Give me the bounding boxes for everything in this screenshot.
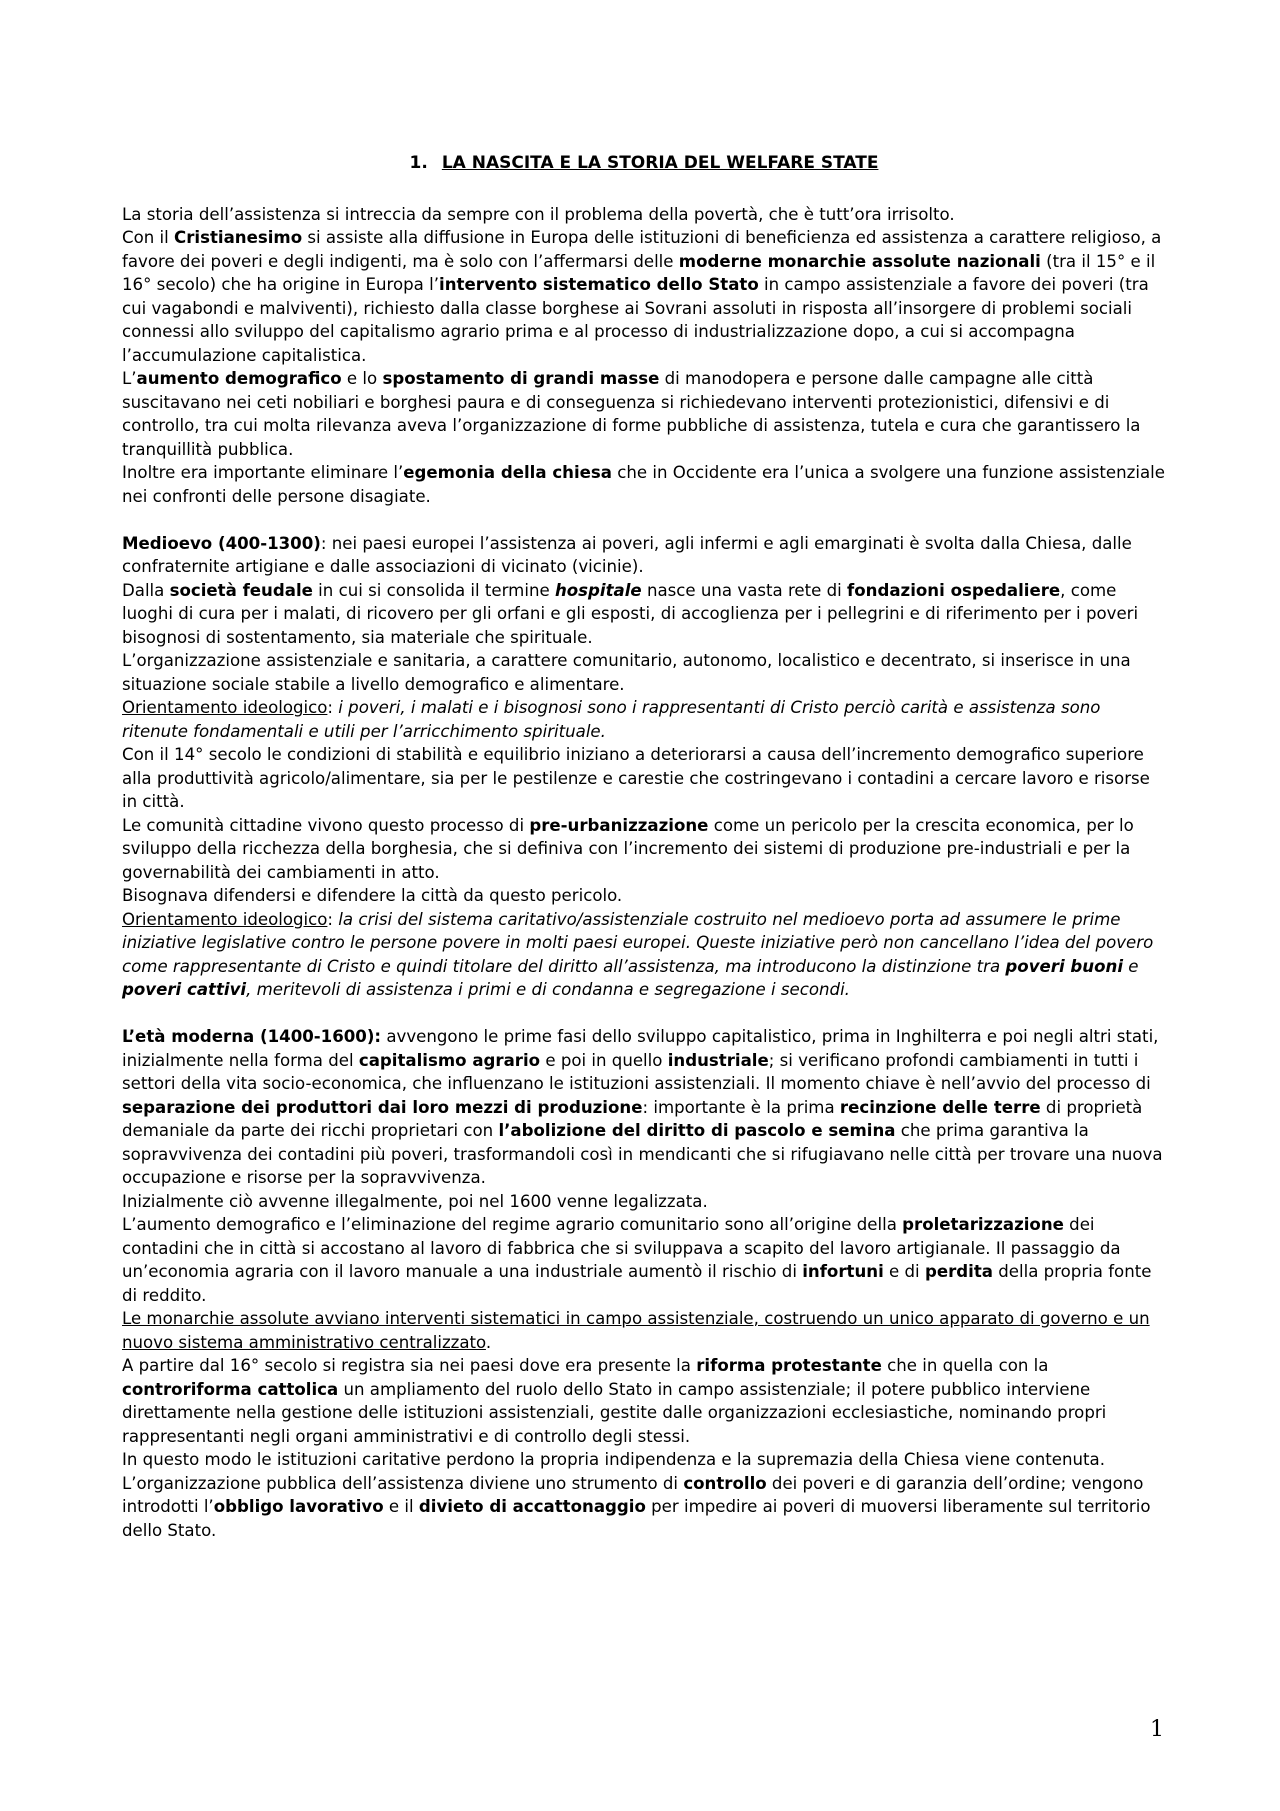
- text-run: Cristianesimo: [174, 228, 303, 247]
- section-title: [122, 152, 1166, 176]
- text-run: separazione dei produttori dai loro mezzi di produzione: [122, 1097, 643, 1117]
- paragraph: [122, 884, 1166, 908]
- text-run: .: [485, 1332, 492, 1352]
- text-run: e il: [383, 1497, 419, 1516]
- paragraph: [122, 532, 1166, 579]
- text-run: avvengono le prime fasi dello sviluppo capitalistico, prima in Inghilterra e poi negli altri stati, inizialmente nella forma del: [122, 1027, 1159, 1070]
- text-run: La storia dell’assistenza si intreccia da sempre con il problema della povertà, che è tutt’ora irrisolto.: [122, 204, 955, 224]
- text-run: Orientamento ideologico: [122, 698, 328, 717]
- text-run: moderne monarchie assolute nazionali: [678, 251, 1041, 271]
- text-run: e lo: [341, 369, 383, 388]
- text-run: di proprietà demaniale da parte dei ricchi proprietari con: [122, 1097, 1143, 1140]
- text-run: obbligo lavorativo: [213, 1497, 384, 1516]
- text-run: Con il 14° secolo le condizioni di stabilità e equilibrio iniziano a deteriorarsi a causa dell’incremento demografico superiore alla produttività agricolo/alimentare, sia per le pestilenze e carestie che costringevano i contadini a cercare lavoro e risorse in città.: [122, 745, 1150, 811]
- text-run: proletarizzazione: [902, 1215, 1064, 1234]
- text-run: : importante è la prima: [642, 1097, 840, 1117]
- paragraph-spacer: [122, 508, 1166, 532]
- document-body: [122, 152, 1166, 1542]
- text-run: L’età moderna (1400-1600):: [122, 1027, 382, 1046]
- text-run: e poi in quello: [540, 1050, 668, 1070]
- text-run: Le monarchie assolute avviano interventi sistematici in campo assistenziale, costruendo un unico apparato di governo e un nuovo sistema amministrativo centralizzato: [122, 1309, 1150, 1352]
- text-run: poveri buoni: [1005, 956, 1124, 976]
- paragraph: [122, 1190, 1166, 1214]
- text-run: pre-urbanizzazione: [529, 815, 709, 835]
- text-run: Dalla: [122, 580, 170, 600]
- paragraph: [122, 1472, 1166, 1543]
- paragraph: [122, 1213, 1166, 1307]
- paragraph: [122, 1448, 1166, 1472]
- text-run: , come luoghi di cura per i malati, di ricovero per gli orfani e gli esposti, di accoglienza per i pellegrini e di riferimento per i poveri bisognosi di sostentamento, sia materiale che spirituale.: [122, 580, 1139, 647]
- paragraph: [122, 461, 1166, 508]
- text-run: nasce una vasta rete di: [641, 580, 848, 600]
- paragraph-spacer: [122, 1002, 1166, 1026]
- text-run: A partire dal 16° secolo si registra sia nei paesi dove era presente la: [122, 1356, 697, 1375]
- text-run: (tra il 15° e il 16° secolo) che ha origine in Europa l’: [122, 251, 1156, 294]
- text-run: della propria fonte di reddito.: [122, 1262, 1152, 1305]
- text-run: e: [1123, 956, 1139, 976]
- paragraph-list: [122, 203, 1166, 1543]
- text-run: che in quella con la: [881, 1356, 1049, 1375]
- text-run: L’aumento demografico e l’eliminazione del regime agrario comunitario sono all’origine della: [122, 1215, 903, 1234]
- text-run: L’: [122, 369, 137, 388]
- paragraph: [122, 743, 1166, 814]
- text-run: Le comunità cittadine vivono questo processo di: [122, 815, 530, 835]
- text-run: hospitale: [554, 580, 642, 600]
- paragraph: [122, 226, 1166, 367]
- text-run: capitalismo agrario: [358, 1050, 541, 1070]
- text-run: di manodopera e persone dalle campagne alle città suscitavano nei ceti nobiliari e borghesi paura e di conseguenza si richiedevano interventi protezionistici, difensivi e di controllo, tra cui molta rilevanza aveva l’organizzazione di forme pubbliche di assistenza, tutela e cura che garantissero la tranquillità pubblica.: [122, 369, 1141, 459]
- text-run: Orientamento ideologico: [122, 909, 328, 929]
- text-run: industriale: [667, 1050, 769, 1070]
- text-run: società feudale: [169, 580, 313, 600]
- text-run: spostamento di grandi masse: [382, 369, 660, 388]
- text-run: : nei paesi europei l’assistenza ai poveri, agli infermi e agli emarginati è svolta dalla Chiesa, dalle confraternite artigiane e dalle associazioni di vicinato (vicinie).: [122, 533, 1132, 576]
- paragraph: [122, 1307, 1166, 1354]
- paragraph: [122, 203, 1166, 227]
- section-number: 1.: [409, 153, 428, 173]
- text-run: dei poveri e di garanzia dell’ordine; vengono introdotti l’: [122, 1473, 1144, 1516]
- text-run: dei contadini che in città si accostano al lavoro di fabbrica che si sviluppava a scapito del lavoro artigianale. Il passaggio da un’economia agraria con il lavoro manuale a una industriale aumentò il rischio di: [122, 1215, 1121, 1281]
- text-run: in campo assistenziale a favore dei poveri (tra cui vagabondi e malviventi), richiesto dalla classe borghese ai Sovrani assoluti in risposta all’insorgere di problemi sociali connessi allo sviluppo del capitalismo agrario prima e al processo di industrializzazione dopo, a cui si accompagna l’accumulazione capitalistica.: [122, 275, 1149, 365]
- text-run: infortuni: [802, 1262, 884, 1281]
- text-run: intervento sistematico dello Stato: [439, 275, 759, 294]
- text-run: L’organizzazione assistenziale e sanitaria, a carattere comunitario, autonomo, localistico e decentrato, si inserisce in una situazione sociale stabile a livello demografico e alimentare.: [122, 651, 1131, 694]
- paragraph: [122, 1025, 1166, 1190]
- section-title-text: LA NASCITA E LA STORIA DEL WELFARE STATE: [441, 153, 879, 173]
- text-run: riforma protestante: [696, 1356, 882, 1375]
- text-run: come un pericolo per la crescita economica, per lo sviluppo della ricchezza della borghesia, che si definiva con l’incremento dei sistemi di produzione pre-industriali e per la governabilità dei cambiamenti in atto.: [122, 815, 1134, 882]
- paragraph: [122, 579, 1166, 650]
- text-run: l’abolizione del diritto di pascolo e semina: [498, 1121, 896, 1140]
- text-run: in cui si consolida il termine: [312, 580, 555, 600]
- text-run: divieto di accattonaggio: [418, 1497, 646, 1516]
- text-run: Inizialmente ciò avvenne illegalmente, poi nel 1600 venne legalizzata.: [122, 1191, 708, 1211]
- text-run: L’organizzazione pubblica dell’assistenza diviene uno strumento di: [122, 1473, 684, 1493]
- text-run: poveri cattivi: [122, 980, 247, 999]
- paragraph: [122, 696, 1166, 743]
- text-run: , meritevoli di assistenza i primi e di condanna e segregazione i secondi.: [246, 980, 850, 999]
- paragraph: [122, 1354, 1166, 1448]
- text-run: controriforma cattolica: [122, 1379, 339, 1399]
- text-run: Con il: [122, 228, 175, 247]
- text-run: fondazioni ospedaliere: [847, 580, 1061, 600]
- text-run: Medioevo (400-1300): [122, 533, 321, 553]
- text-run: che in Occidente era l’unica a svolgere una funzione assistenziale nei confronti delle persone disagiate.: [122, 463, 1165, 506]
- text-run: e di: [883, 1262, 925, 1281]
- paragraph: [122, 814, 1166, 885]
- text-run: per impedire ai poveri di muoversi liberamente sul territorio dello Stato.: [122, 1497, 1151, 1540]
- text-run: egemonia della chiesa: [403, 463, 612, 482]
- text-run: la crisi del sistema caritativo/assistenziale costruito nel medioevo porta ad assumere le prime iniziative legislative contro le persone povere in molti paesi europei. Queste iniziative però non cancellano l’idea del povero come rappresentante di Cristo e quindi titolare del diritto all’assistenza, ma introducono la distinzione tra: [122, 909, 1154, 976]
- paragraph: [122, 908, 1166, 1002]
- text-run: i poveri, i malati e i bisognosi sono i rappresentanti di Cristo perciò carità e assistenza sono ritenute fondamentali e utili per l’arricchimento spirituale.: [122, 698, 1101, 741]
- text-run: :: [327, 909, 339, 929]
- text-run: Bisognava difendersi e difendere la città da questo pericolo.: [122, 886, 623, 905]
- text-run: perdita: [924, 1262, 993, 1281]
- text-run: aumento demografico: [136, 369, 342, 388]
- paragraph: [122, 367, 1166, 461]
- text-run: In questo modo le istituzioni caritative perdono la propria indipendenza e la supremazia della Chiesa viene contenuta.: [122, 1450, 1105, 1469]
- text-run: che prima garantiva la sopravvivenza dei contadini più poveri, trasformandoli così in mendicanti che si rifugiavano nelle città per trovare una nuova occupazione e risorse per la sopravvivenza.: [122, 1121, 1163, 1187]
- text-run: ; si verificano profondi cambiamenti in tutti i settori della vita socio-economica, che influenzano le istituzioni assistenziali. Il momento chiave è nell’avvio del processo di: [122, 1050, 1151, 1093]
- text-run: Inoltre era importante eliminare l’: [122, 463, 404, 482]
- text-run: controllo: [683, 1473, 767, 1493]
- text-run: :: [327, 698, 339, 717]
- text-run: un ampliamento del ruolo dello Stato in campo assistenziale; il potere pubblico interviene direttamente nella gestione delle istituzioni assistenziali, gestite dalle organizzazioni ecclesiastiche, nominando propri rappresentanti negli organi amministrativi e di controllo degli stessi.: [122, 1379, 1107, 1446]
- page-number: 1: [1150, 1717, 1164, 1742]
- text-run: si assiste alla diffusione in Europa delle istituzioni di beneficienza ed assistenza a carattere religioso, a favore dei poveri e degli indigenti, ma è solo con l’affermarsi delle: [122, 228, 1162, 271]
- text-run: recinzione delle terre: [839, 1097, 1041, 1117]
- paragraph: [122, 649, 1166, 696]
